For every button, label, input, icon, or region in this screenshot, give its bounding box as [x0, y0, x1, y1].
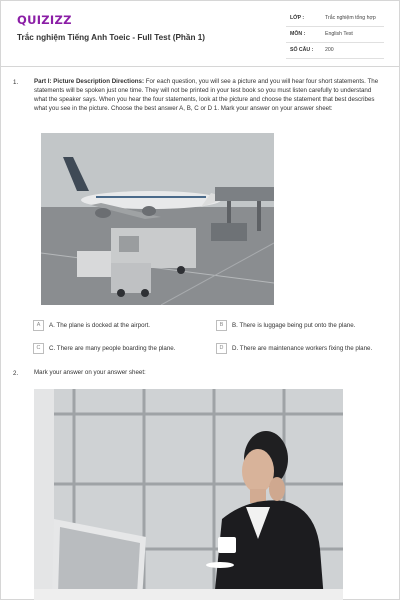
question-1-text: [34, 78, 384, 114]
question-2-number: 2.: [13, 370, 19, 377]
question-1-airport-photo: [41, 133, 274, 305]
question-1-part-heading: Part I: Picture Description Directions:: [34, 78, 145, 85]
meta-row-subject: [286, 27, 384, 43]
option-c-text: C. There are many people boarding the plane.: [49, 345, 176, 352]
question-2-text: Mark your answer on your answer sheet:: [34, 369, 146, 376]
option-d-letter: D: [216, 343, 227, 354]
worksheet-title: Trắc nghiệm Tiếng Anh Toeic - Full Test (Phần 1): [17, 33, 206, 42]
meta-row-class: [286, 11, 384, 27]
quizizz-logo: QUIZIZZ: [17, 13, 72, 27]
meta-value-count: 200: [325, 47, 334, 53]
option-b-letter: B: [216, 320, 227, 331]
meta-value-subject: English Test: [325, 31, 353, 37]
meta-key-subject: MÔN :: [290, 31, 306, 37]
option-d-text: D. There are maintenance workers fixing the plane.: [232, 345, 373, 352]
meta-value-class: Trắc nghiệm tổng hợp: [325, 15, 376, 21]
option-b-text: B. There is luggage being put onto the plane.: [232, 322, 356, 329]
worksheet-meta-table: [286, 11, 384, 59]
meta-row-count: [286, 43, 384, 59]
meta-key-count: SỐ CÂU :: [290, 47, 314, 53]
option-a-letter: A: [33, 320, 44, 331]
option-c-letter: C: [33, 343, 44, 354]
meta-key-class: LỚP :: [290, 15, 305, 21]
question-2-office-photo: [34, 389, 343, 600]
question-1-number: 1.: [13, 79, 19, 86]
option-a-text: A. The plane is docked at the airport.: [49, 322, 151, 329]
worksheet-header: [0, 0, 400, 67]
question-1-directions: For each question, you will see a picture and you will hear four short statements. The statements will be spoken just one time. They will not be printed in your test book so you must listen carefully to understand what the speaker says. When you hear the four statements, look at the picture and choose the statement that best describes what you see in the picture. Choose the best answer A, B, C or D 1. Mark your answer on your answer sheet:: [34, 78, 379, 112]
